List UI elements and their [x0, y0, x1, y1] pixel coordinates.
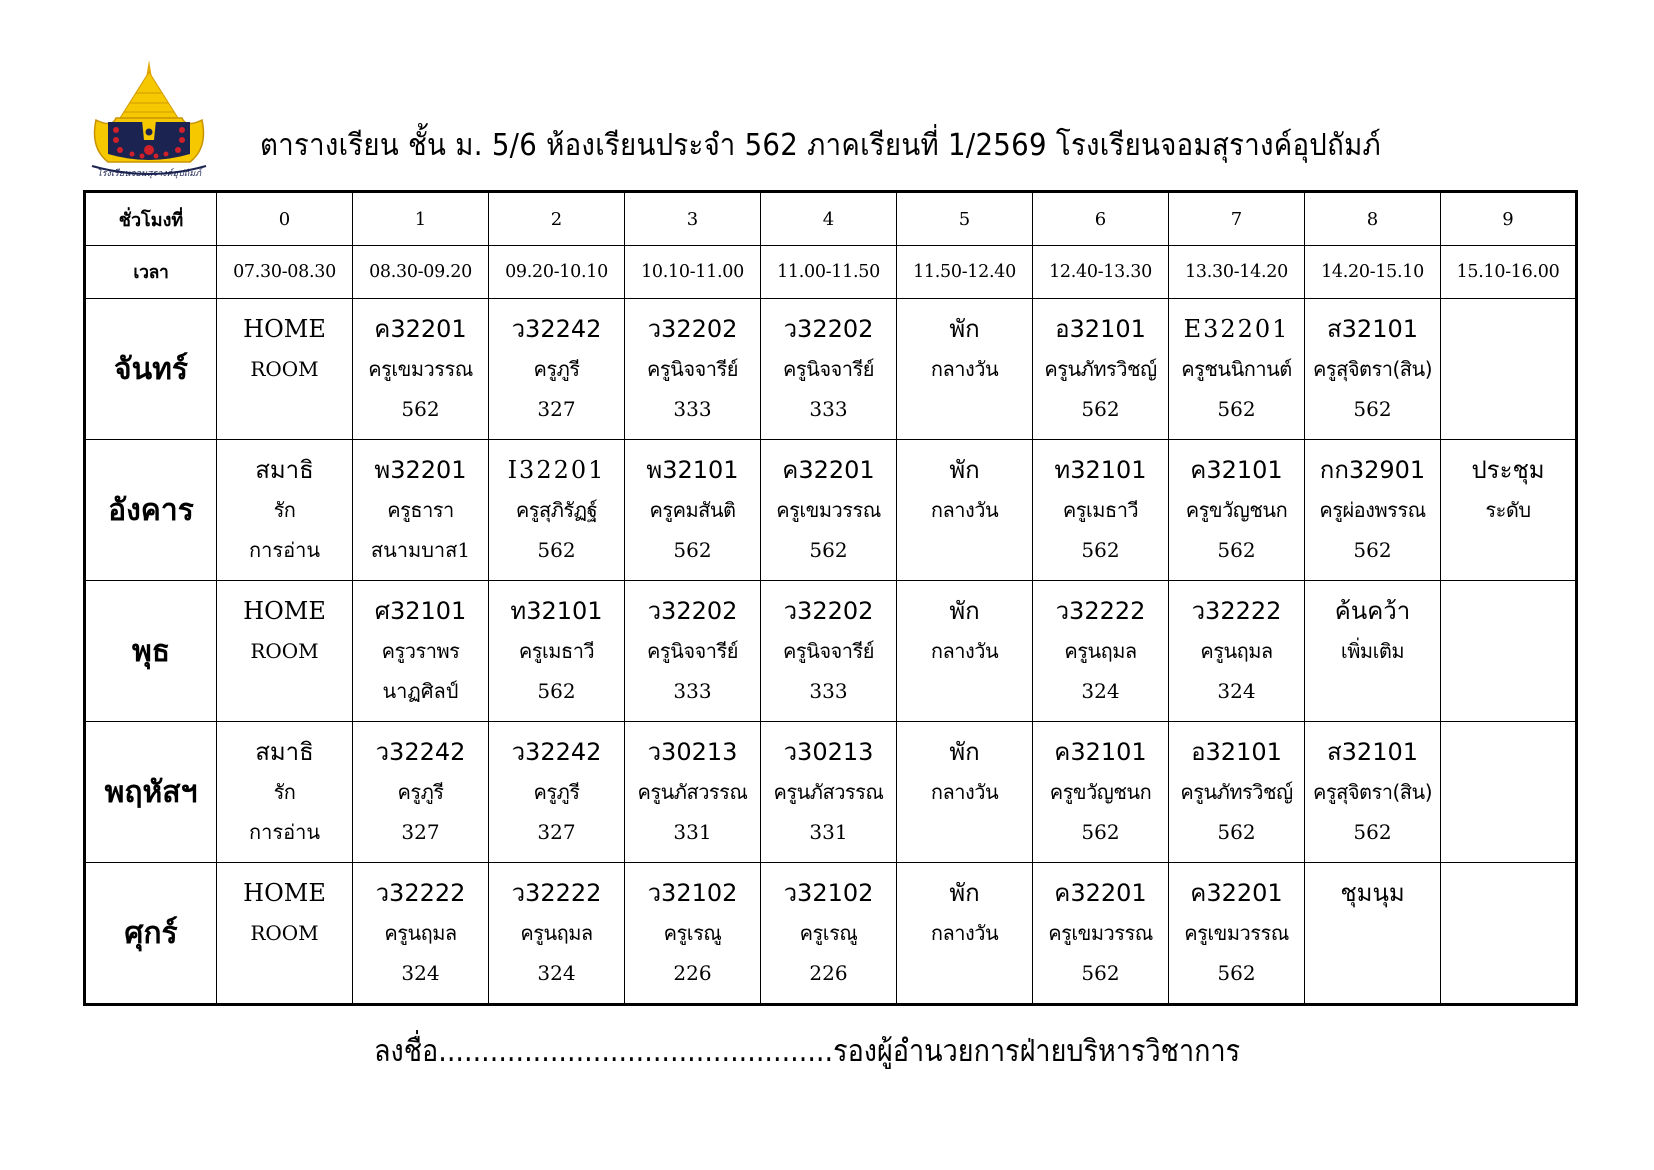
room-number: 327: [537, 397, 576, 421]
teacher-name: ครูนภัทรวิชญ์: [1180, 780, 1293, 804]
teacher-name: ครูเรณู: [663, 921, 722, 945]
schedule-cell: [489, 863, 625, 1005]
time-slot: 08.30-09.20: [353, 246, 489, 299]
schedule-cell: [1169, 440, 1305, 581]
period-number: 0: [217, 192, 353, 246]
subject-code: อ32101: [1191, 738, 1282, 766]
room-number: 333: [673, 679, 712, 703]
day-name: พฤหัสฯ: [85, 722, 217, 863]
teacher-name: ครูนภัทรวิชญ์: [1044, 357, 1157, 381]
subject-code: ว32202: [647, 315, 738, 343]
period-number: 3: [625, 192, 761, 246]
subject-code: HOME: [243, 597, 326, 625]
teacher-name: กลางวัน: [930, 921, 999, 945]
schedule-cell: [353, 581, 489, 722]
subject-code: ชุมนุม: [1340, 879, 1405, 907]
day-row: [85, 722, 1577, 863]
day-row: [85, 581, 1577, 722]
room-number: 562: [673, 538, 712, 562]
schedule-cell: [1305, 722, 1441, 863]
room-number: 333: [673, 397, 712, 421]
subject-code: [1503, 732, 1513, 772]
room-number: 562: [1353, 538, 1392, 562]
subject-code: ว32222: [1055, 597, 1146, 625]
schedule-cell: [217, 722, 353, 863]
day-rows: [85, 299, 1577, 1005]
day-row: [85, 440, 1577, 581]
subject-code: ส32101: [1327, 738, 1418, 766]
teacher-name: ครูภูรี: [533, 780, 580, 804]
schedule-cell: [217, 440, 353, 581]
subject-code: พ32201: [374, 456, 467, 484]
subject-code: HOME: [243, 315, 326, 343]
room-number: 562: [1353, 397, 1392, 421]
teacher-name: ROOM: [250, 639, 319, 663]
room-number: [961, 530, 967, 570]
teacher-name: ครูเมธาวี: [1062, 498, 1139, 522]
subject-code: ว32102: [647, 879, 738, 907]
teacher-name: [1505, 349, 1511, 389]
teacher-name: ครูสุภิรัฏฐ์: [515, 498, 598, 522]
day-name: อังคาร: [85, 440, 217, 581]
room-number: 324: [1217, 679, 1256, 703]
svg-text:โรงเรียนจอมสุรางค์อุปถัมภ์: โรงเรียนจอมสุรางค์อุปถัมภ์: [96, 169, 202, 179]
subject-code: ค32101: [1190, 456, 1283, 484]
schedule-cell: [761, 581, 897, 722]
period-label: ชั่วโมงที่: [85, 192, 217, 246]
teacher-name: ครูธารา: [387, 498, 454, 522]
subject-code: E32201: [1183, 315, 1290, 343]
room-number: 333: [809, 679, 848, 703]
subject-code: ว32242: [511, 738, 602, 766]
day-row: [85, 299, 1577, 440]
schedule-cell: [1033, 299, 1169, 440]
period-header-row: [85, 192, 1577, 246]
teacher-name: ครูนิจจารีย์: [783, 639, 874, 663]
subject-code: [1503, 591, 1513, 631]
schedule-cell: [761, 722, 897, 863]
teacher-name: ครูนฤมล: [1200, 639, 1273, 663]
subject-code: กก32901: [1319, 456, 1426, 484]
teacher-name: ครูเขมวรรณ: [1048, 921, 1153, 945]
teacher-name: กลางวัน: [930, 357, 999, 381]
schedule-cell: [489, 440, 625, 581]
subject-code: ส32101: [1327, 315, 1418, 343]
room-number: 562: [1217, 961, 1256, 985]
room-number: 562: [1081, 961, 1120, 985]
subject-code: ว30213: [647, 738, 738, 766]
teacher-name: เพิ่มเติม: [1340, 639, 1405, 663]
teacher-name: ครูสุจิตรา(สิน): [1313, 357, 1432, 381]
schedule-cell: [217, 863, 353, 1005]
room-number: [1369, 953, 1375, 993]
teacher-name: กลางวัน: [930, 498, 999, 522]
subject-code: ค32201: [1054, 879, 1147, 907]
schedule-cell: [1305, 863, 1441, 1005]
subject-code: พัก: [949, 315, 980, 343]
schedule-cell: [353, 863, 489, 1005]
subject-code: อ32101: [1055, 315, 1146, 343]
room-number: 562: [1081, 397, 1120, 421]
schedule-cell: [1305, 299, 1441, 440]
schedule-cell: [1033, 581, 1169, 722]
schedule-cell: [1169, 581, 1305, 722]
period-number: 6: [1033, 192, 1169, 246]
day-name: จันทร์: [85, 299, 217, 440]
room-number: 331: [809, 820, 848, 844]
teacher-name: ครูนิจจารีย์: [783, 357, 874, 381]
time-slot: 11.50-12.40: [897, 246, 1033, 299]
teacher-name: [1505, 631, 1511, 671]
timetable: [83, 190, 1578, 1006]
room-number: [961, 812, 967, 852]
time-header-row: [85, 246, 1577, 299]
room-number: 562: [1217, 820, 1256, 844]
room-number: การอ่าน: [249, 538, 320, 562]
period-number: 8: [1305, 192, 1441, 246]
teacher-name: ครูนฤมล: [1064, 639, 1137, 663]
room-number: 562: [1217, 397, 1256, 421]
room-number: 327: [401, 820, 440, 844]
schedule-cell: [897, 299, 1033, 440]
room-number: [1505, 671, 1511, 711]
teacher-name: ครูเขมวรรณ: [368, 357, 473, 381]
schedule-cell: [625, 299, 761, 440]
period-number: 1: [353, 192, 489, 246]
subject-code: ค32201: [1190, 879, 1283, 907]
schedule-cell: [897, 581, 1033, 722]
room-number: 331: [673, 820, 712, 844]
room-number: 562: [1217, 538, 1256, 562]
time-slot: 07.30-08.30: [217, 246, 353, 299]
room-number: 562: [401, 397, 440, 421]
subject-code: พัก: [949, 597, 980, 625]
period-number: 4: [761, 192, 897, 246]
schedule-cell: [897, 722, 1033, 863]
period-number: 7: [1169, 192, 1305, 246]
teacher-name: ครูชนนิกานต์: [1181, 357, 1292, 381]
time-slot: 10.10-11.00: [625, 246, 761, 299]
teacher-name: [1505, 772, 1511, 812]
schedule-cell: [1441, 299, 1577, 440]
school-emblem-logo: [86, 58, 212, 180]
teacher-name: [1370, 913, 1376, 953]
room-number: 562: [809, 538, 848, 562]
room-number: 562: [1353, 820, 1392, 844]
room-number: 333: [809, 397, 848, 421]
schedule-cell: [625, 440, 761, 581]
schedule-cell: [489, 299, 625, 440]
time-label: เวลา: [85, 246, 217, 299]
room-number: [961, 671, 967, 711]
subject-code: [1503, 309, 1513, 349]
teacher-name: ครูขวัญชนก: [1185, 498, 1288, 522]
room-number: นาฏศิลป์: [382, 679, 459, 703]
teacher-name: ครูวราพร: [381, 639, 460, 663]
room-number: 324: [537, 961, 576, 985]
time-slot: 11.00-11.50: [761, 246, 897, 299]
subject-code: ว32242: [511, 315, 602, 343]
schedule-cell: [353, 722, 489, 863]
subject-code: พัก: [949, 456, 980, 484]
subject-code: ว32202: [783, 315, 874, 343]
subject-code: พ32101: [646, 456, 739, 484]
subject-code: พัก: [949, 738, 980, 766]
subject-code: I32201: [507, 456, 606, 484]
room-number: 562: [1081, 820, 1120, 844]
room-number: [281, 671, 287, 711]
time-slot: 13.30-14.20: [1169, 246, 1305, 299]
teacher-name: ครูภูรี: [533, 357, 580, 381]
room-number: [281, 953, 287, 993]
teacher-name: ครูเขมวรรณ: [776, 498, 881, 522]
schedule-cell: [489, 581, 625, 722]
schedule-cell: [625, 863, 761, 1005]
subject-code: ว32222: [511, 879, 602, 907]
room-number: [961, 953, 967, 993]
time-slot: 15.10-16.00: [1441, 246, 1577, 299]
period-number: 2: [489, 192, 625, 246]
subject-code: ว32242: [375, 738, 466, 766]
teacher-name: ครูนภัสวรรณ: [773, 780, 884, 804]
teacher-name: ครูสุจิตรา(สิน): [1313, 780, 1432, 804]
schedule-cell: [1033, 863, 1169, 1005]
teacher-name: ครูผ่องพรรณ: [1319, 498, 1426, 522]
room-number: สนามบาส1: [370, 538, 471, 562]
schedule-cell: [1441, 440, 1577, 581]
day-row: [85, 863, 1577, 1005]
schedule-cell: [1441, 581, 1577, 722]
day-name: ศุกร์: [85, 863, 217, 1005]
teacher-name: ครูภูรี: [397, 780, 444, 804]
schedule-cell: [1033, 440, 1169, 581]
schedule-cell: [1169, 299, 1305, 440]
room-number: [1505, 530, 1511, 570]
time-slot: 14.20-15.10: [1305, 246, 1441, 299]
subject-code: ว30213: [783, 738, 874, 766]
subject-code: ว32202: [783, 597, 874, 625]
schedule-cell: [625, 581, 761, 722]
schedule-cell: [625, 722, 761, 863]
teacher-name: กลางวัน: [930, 639, 999, 663]
schedule-cell: [1033, 722, 1169, 863]
room-number: [961, 389, 967, 429]
subject-code: ประชุม: [1471, 456, 1545, 484]
room-number: การอ่าน: [249, 820, 320, 844]
schedule-cell: [897, 440, 1033, 581]
subject-code: HOME: [243, 879, 326, 907]
schedule-cell: [1305, 581, 1441, 722]
subject-code: [1503, 873, 1513, 913]
period-number: 9: [1441, 192, 1577, 246]
subject-code: ท32101: [510, 597, 603, 625]
day-name: พุธ: [85, 581, 217, 722]
teacher-name: กลางวัน: [930, 780, 999, 804]
teacher-name: ครูนิจจารีย์: [647, 639, 738, 663]
schedule-cell: [761, 299, 897, 440]
schedule-cell: [761, 440, 897, 581]
subject-code: ค32101: [1054, 738, 1147, 766]
subject-code: ว32222: [1191, 597, 1282, 625]
subject-code: พัก: [949, 879, 980, 907]
teacher-name: ครูเมธาวี: [518, 639, 595, 663]
room-number: 324: [401, 961, 440, 985]
room-number: [1505, 812, 1511, 852]
teacher-name: ครูขวัญชนก: [1049, 780, 1152, 804]
room-number: 226: [809, 961, 848, 985]
subject-code: ว32222: [375, 879, 466, 907]
page-title: ตารางเรียน ชั้น ม. 5/6 ห้องเรียนประจำ 562 ภาคเรียนที่ 1/2569 โรงเรียนจอมสุรางค์อุปถัมภ์: [260, 128, 1382, 163]
teacher-name: ROOM: [250, 357, 319, 381]
room-number: 562: [537, 679, 576, 703]
room-number: [281, 389, 287, 429]
schedule-cell: [489, 722, 625, 863]
room-number: 327: [537, 820, 576, 844]
schedule-cell: [217, 581, 353, 722]
room-number: [1369, 671, 1375, 711]
teacher-name: ครูนภัสวรรณ: [637, 780, 748, 804]
period-number: 5: [897, 192, 1033, 246]
schedule-cell: [353, 299, 489, 440]
time-slot: 09.20-10.10: [489, 246, 625, 299]
subject-code: สมาธิ: [255, 456, 314, 484]
room-number: 226: [673, 961, 712, 985]
teacher-name: ครูคมสันติ: [649, 498, 736, 522]
subject-code: ค้นคว้า: [1334, 597, 1411, 625]
schedule-cell: [1441, 863, 1577, 1005]
teacher-name: ครูเขมวรรณ: [1184, 921, 1289, 945]
schedule-cell: [1441, 722, 1577, 863]
teacher-name: [1505, 913, 1511, 953]
schedule-cell: [217, 299, 353, 440]
schedule-cell: [761, 863, 897, 1005]
subject-code: ค32201: [782, 456, 875, 484]
subject-code: สมาธิ: [255, 738, 314, 766]
schedule-cell: [1169, 863, 1305, 1005]
teacher-name: ครูนฤมล: [384, 921, 457, 945]
teacher-name: ครูนิจจารีย์: [647, 357, 738, 381]
teacher-name: รัก: [273, 780, 296, 804]
emblem-icon: [86, 58, 212, 180]
schedule-cell: [1169, 722, 1305, 863]
teacher-name: ROOM: [250, 921, 319, 945]
subject-code: ท32101: [1054, 456, 1147, 484]
subject-code: ค32201: [374, 315, 467, 343]
room-number: [1505, 389, 1511, 429]
time-slot: 12.40-13.30: [1033, 246, 1169, 299]
schedule-cell: [353, 440, 489, 581]
schedule-cell: [897, 863, 1033, 1005]
room-number: 562: [1081, 538, 1120, 562]
room-number: [1505, 953, 1511, 993]
room-number: 562: [537, 538, 576, 562]
subject-code: ว32202: [647, 597, 738, 625]
subject-code: ศ32101: [374, 597, 467, 625]
schedule-cell: [1305, 440, 1441, 581]
room-number: 324: [1081, 679, 1120, 703]
teacher-name: ครูนฤมล: [520, 921, 593, 945]
signature-line: ลงชื่อ..............................................รองผู้อำนวยการฝ่ายบริหารวิชาการ: [374, 1034, 1241, 1069]
teacher-name: ระดับ: [1485, 498, 1531, 522]
teacher-name: ครูเรณู: [799, 921, 858, 945]
teacher-name: รัก: [273, 498, 296, 522]
subject-code: ว32102: [783, 879, 874, 907]
